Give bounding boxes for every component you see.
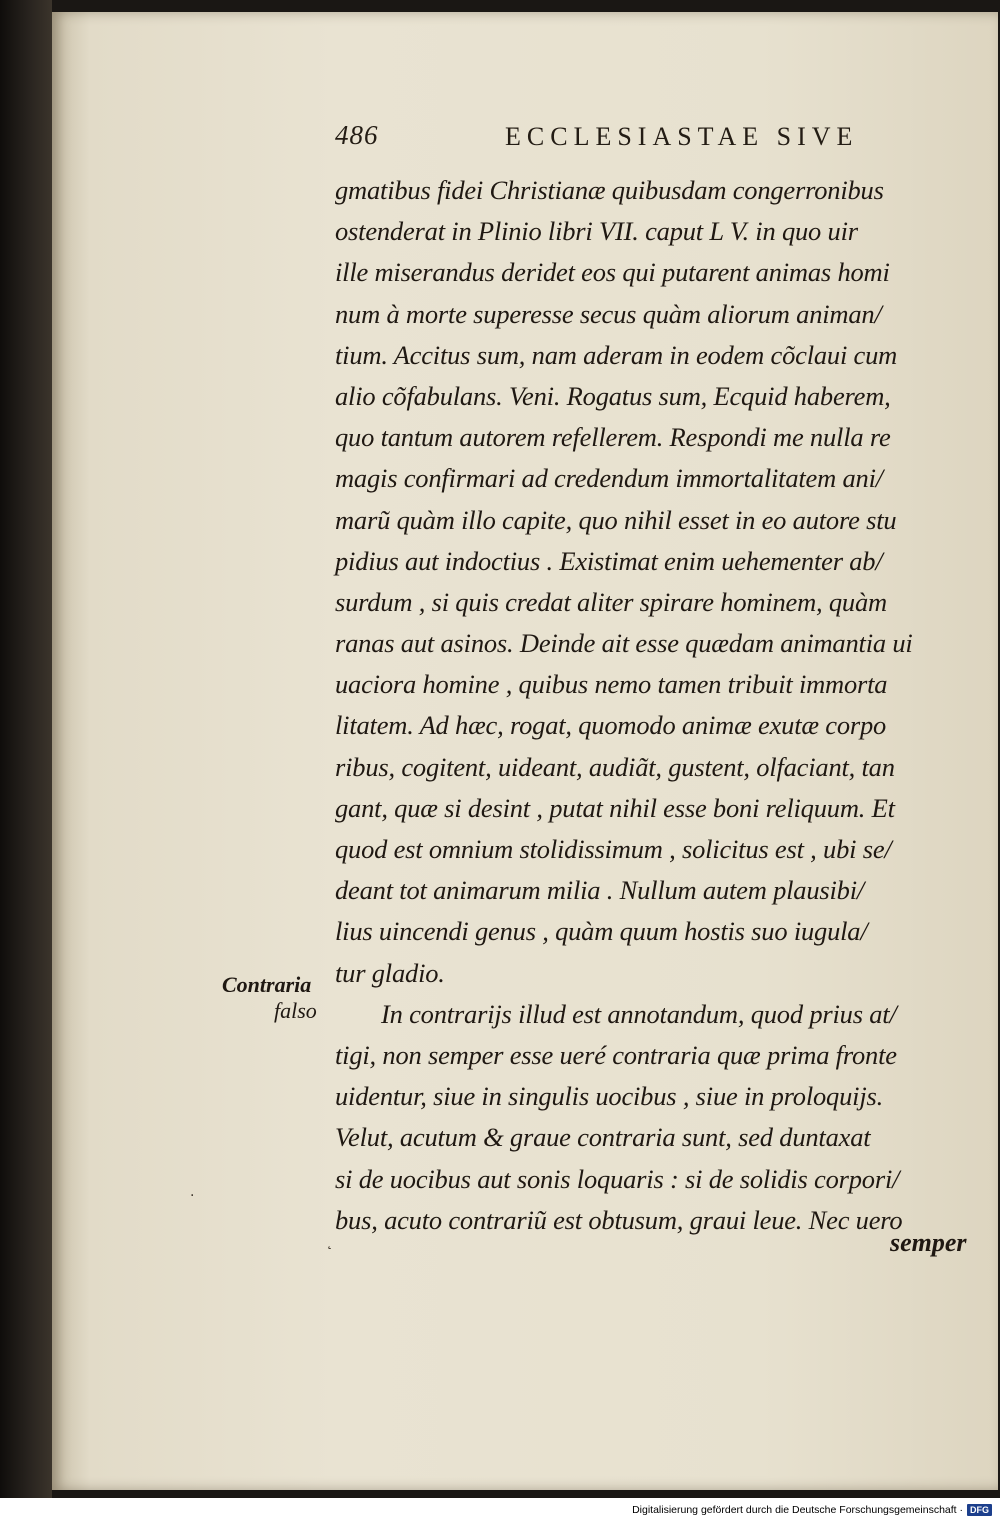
text-line: gmatibus fidei Christianæ quibusdam congerronibus — [335, 175, 884, 205]
dfg-logo: DFG — [967, 1504, 992, 1516]
text-line: tigi, non semper esse ueré contraria quæ prima fronte — [335, 1039, 897, 1070]
text-line: lius uincendi genus , quàm quum hostis suo iugula/ — [335, 916, 868, 947]
text-line: quo tantum autorem refellerem. Respondi me nulla re — [335, 422, 891, 453]
digitization-credit — [632, 1504, 992, 1516]
running-title: ECCLESIASTAE SIVE — [505, 122, 859, 151]
text-line: deant tot animarum milia . Nullum autem plausibi/ — [335, 875, 865, 906]
text-line: quod est omnium stolidissimum , solicitus est , ubi se/ — [335, 834, 892, 864]
margin-note — [222, 972, 334, 1024]
credit-text: Digitalisierung gefördert durch die Deutsche Forschungsgemeinschaft · — [632, 1504, 963, 1516]
ink-speck: ˛ — [326, 1234, 333, 1250]
text-line: ille miserandus deridet eos qui putarent animas homi — [335, 257, 890, 288]
text-line: num à morte superesse secus quàm aliorum animan/ — [335, 298, 882, 329]
margin-note-line: Contraria — [222, 972, 312, 997]
text-line-paragraph-start: In contrarijs illud est annotandum, quod prius at/ — [381, 998, 897, 1029]
book-gutter-edge — [0, 0, 52, 1498]
text-line: surdum , si quis credat aliter spirare hominem, quàm — [335, 586, 887, 617]
text-line: uaciora homine , quibus nemo tamen tribuit immorta — [335, 669, 888, 700]
catchword: semper — [890, 1228, 967, 1257]
margin-note-line: falso — [274, 998, 317, 1023]
text-line: marũ quàm illo capite, quo nihil esset in eo autore stu — [335, 504, 897, 535]
text-line: ribus, cogitent, uideant, audiãt, gustent, olfaciant, tan — [335, 751, 895, 782]
text-line: pidius aut indoctius . Existimat enim uehementer ab/ — [335, 545, 883, 576]
text-line: si de uocibus aut sonis loquaris : si de solidis corpori/ — [335, 1163, 900, 1194]
text-line: ranas aut asinos. Deinde ait esse quædam animantia ui — [335, 628, 913, 659]
body-text — [335, 170, 985, 1241]
text-line: tium. Accitus sum, nam aderam in eodem cõclaui cum — [335, 339, 898, 370]
text-line: magis confirmari ad credendum immortalitatem ani/ — [335, 463, 883, 494]
text-line: uidentur, siue in singulis uocibus , siue in proloquijs. — [335, 1081, 884, 1112]
text-line: alio cõfabulans. Veni. Rogatus sum, Ecquid haberem, — [335, 380, 891, 411]
text-line: bus, acuto contrariũ est obtusum, graui leue. Nec uero — [335, 1204, 903, 1235]
text-line: litatem. Ad hæc, rogat, quomodo animæ exutæ corpo — [335, 710, 887, 741]
text-line: Velut, acutum & graue contraria sunt, sed duntaxat — [335, 1122, 871, 1153]
page-number: 486 — [335, 120, 379, 150]
ink-speck: · — [190, 1188, 195, 1204]
text-line: ostenderat in Plinio libri VII. caput L V. in quo uir — [335, 216, 858, 247]
text-line: tur gladio. — [335, 957, 445, 988]
running-head — [335, 120, 920, 162]
text-line: gant, quæ si desint , putat nihil esse boni reliquum. Et — [335, 792, 895, 823]
